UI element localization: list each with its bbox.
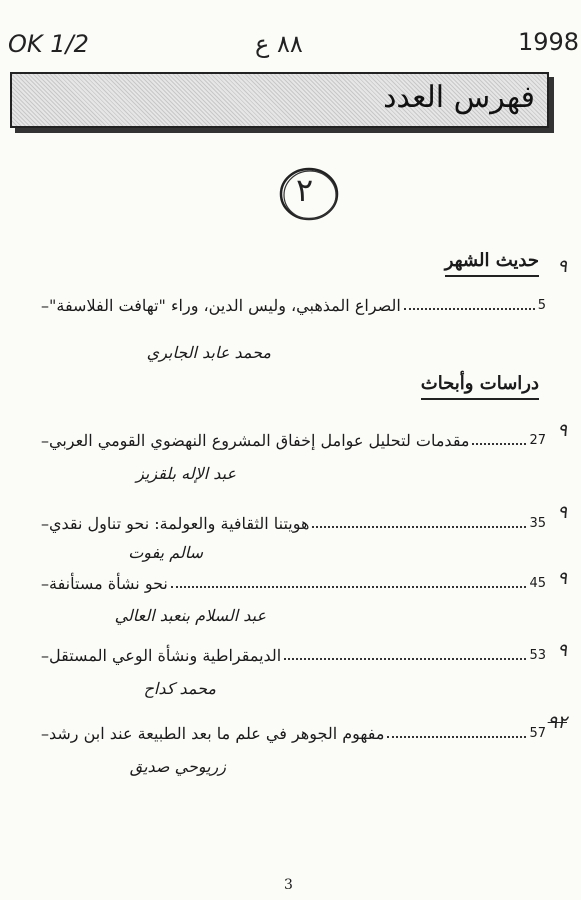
entry-page: 5 [537, 297, 546, 313]
page-title: فهرس العدد [383, 80, 535, 115]
section-heading-month-talk: حديث الشهر [444, 250, 539, 271]
crossed-check-mark: ٩٢ [547, 712, 567, 733]
entry-page: 57 [529, 725, 546, 741]
check-mark-3: ٩ [557, 502, 567, 523]
entry-author: عبد السلام بنعبد العالي [114, 606, 266, 625]
entry-author: عبد الإله بلقزيز [136, 464, 236, 483]
entry-author: سالم يفوت [128, 543, 203, 562]
entry-dash: – [41, 723, 49, 743]
toc-entry [35, 428, 546, 452]
check-mark-1: ٩ [557, 256, 567, 277]
section-heading-studies: دراسات وأبحاث [420, 373, 539, 394]
entry-page: 53 [529, 647, 546, 663]
entry-author: محمد كداح [143, 679, 216, 698]
leader-dots [312, 526, 526, 528]
leader-dots [387, 736, 526, 738]
ok-note: OK 1/2 [8, 30, 89, 58]
title-box [10, 72, 549, 128]
leader-dots [472, 443, 526, 445]
check-mark-2: ٩ [557, 420, 567, 441]
entry-page: 27 [529, 432, 546, 448]
year-note: 1998 [518, 28, 580, 56]
entry-dash: – [41, 645, 49, 665]
entry-dash: – [41, 573, 49, 593]
leader-dots [284, 658, 526, 660]
entry-title: الصراع المذهبي، وليس الدين، وراء "تهافت الفلاسفة" [49, 295, 401, 315]
entry-title: مفهوم الجوهر في علم ما بعد الطبيعة عند ابن رشد [49, 723, 385, 743]
entry-title: الديمقراطية ونشأة الوعي المستقل [49, 645, 282, 665]
leader-dots [404, 308, 535, 310]
entry-title: هويتنا الثقافية والعولمة: نحو تناول نقدي [49, 513, 310, 533]
stamp-number: ٢ [296, 171, 314, 209]
leader-dots [171, 586, 527, 588]
entry-page: 45 [529, 575, 546, 591]
entry-author: محمد عابد الجابري [146, 343, 271, 362]
entry-dash: – [41, 513, 49, 533]
check-mark-5: ٩ [557, 640, 567, 661]
toc-entry [35, 293, 546, 317]
entry-author: زريوحي صديق [129, 757, 226, 776]
check-mark-4: ٩ [557, 568, 567, 589]
stamp-circle [278, 165, 340, 223]
issue-number-note: ٨٨ ع [255, 30, 303, 58]
entry-title: مقدمات لتحليل عوامل إخفاق المشروع النهضوي القومي العربي [49, 430, 470, 450]
page-number: 3 [284, 877, 293, 893]
toc-entry [35, 721, 546, 745]
toc-entry [35, 643, 546, 667]
entry-dash: – [41, 295, 49, 315]
entry-title: نحو نشأة مستأنفة [49, 573, 168, 593]
toc-entry [35, 511, 546, 535]
entry-page: 35 [529, 515, 546, 531]
entry-dash: – [41, 430, 49, 450]
toc-entry [35, 571, 546, 595]
